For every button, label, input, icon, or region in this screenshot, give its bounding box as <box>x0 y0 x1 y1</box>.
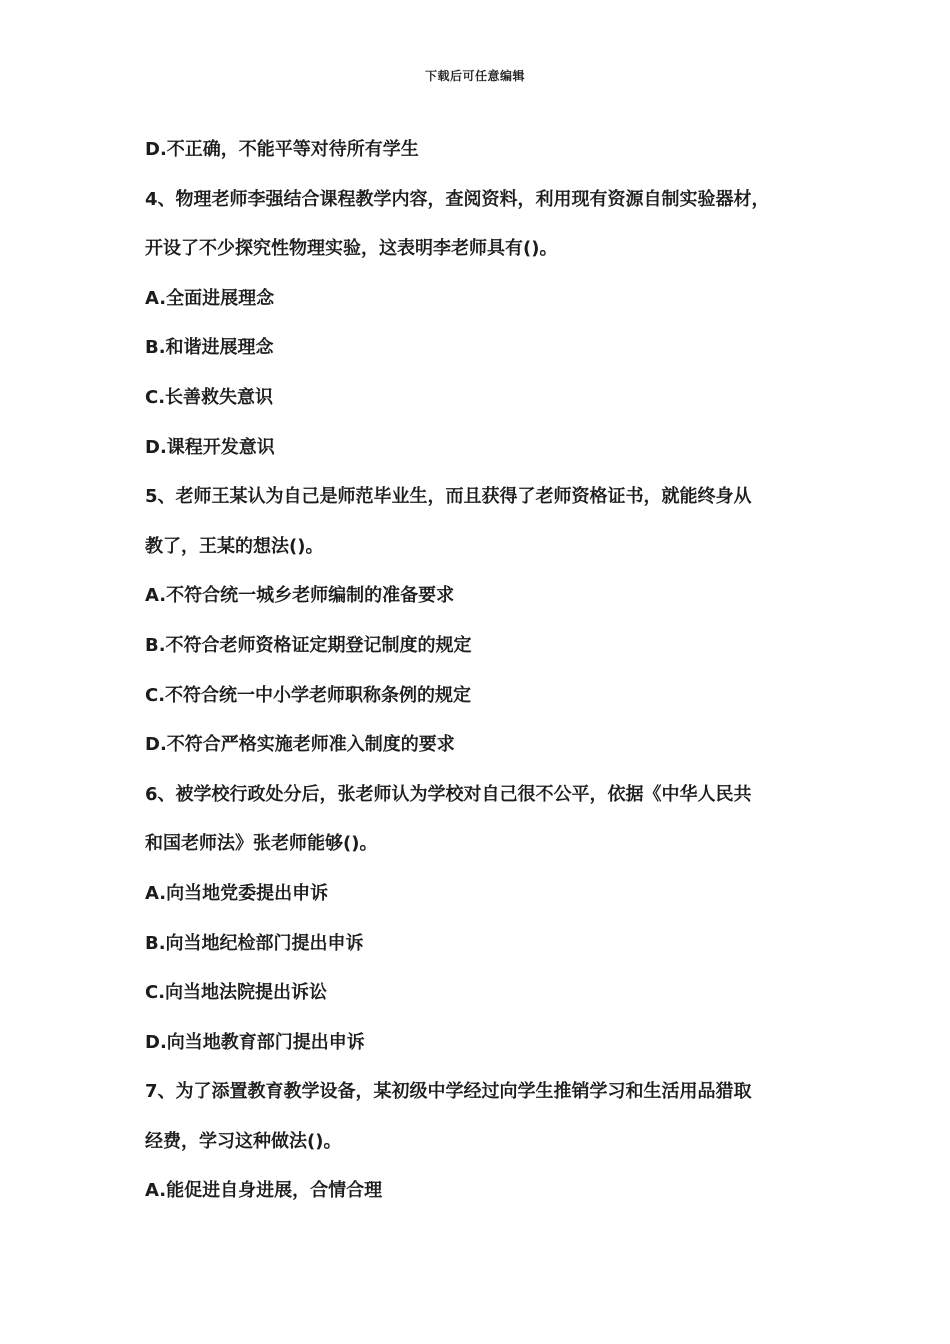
question-5-stem-cont: 教了，王某的想法()。 <box>145 535 324 557</box>
question-4-option-d: D.课程开发意识 <box>145 436 275 458</box>
question-6-option-c: C.向当地法院提出诉讼 <box>145 982 328 1004</box>
question-6-option-d: D.向当地教育部门提出申诉 <box>145 1031 365 1053</box>
question-5-option-d: D.不符合严格实施老师准入制度的要求 <box>145 734 455 756</box>
question-5-option-c: C.不符合统一中小学老师职称条例的规定 <box>145 684 472 706</box>
question-6-stem-cont: 和国老师法》张老师能够()。 <box>145 833 378 855</box>
question-7-stem: 7、为了添置教育教学设备，某初级中学经过向学生推销学习和生活用品猎取 <box>145 1081 752 1103</box>
question-6-option-a: A.向当地党委提出申诉 <box>145 882 329 904</box>
question-4-option-a: A.全面进展理念 <box>145 287 275 309</box>
header-note: 下载后可任意编辑 <box>424 69 525 83</box>
question-5-option-b: B.不符合老师资格证定期登记制度的规定 <box>145 634 472 656</box>
document-body <box>145 133 810 1224</box>
question-4-option-c: C.长善救失意识 <box>145 386 274 408</box>
question-7-stem-cont: 经费，学习这种做法()。 <box>145 1130 342 1152</box>
question-6-stem: 6、被学校行政处分后，张老师认为学校对自己很不公平，依据《中华人民共 <box>145 783 752 805</box>
question-5-option-a: A.不符合统一城乡老师编制的准备要求 <box>145 585 455 607</box>
question-4-stem: 4、物理老师李强结合课程教学内容，查阅资料，利用现有资源自制实验器材， <box>145 188 770 210</box>
question-4-stem-cont: 开设了不少探究性物理实验，这表明李老师具有()。 <box>145 238 558 260</box>
question-5-stem: 5、老师王某认为自己是师范毕业生，而且获得了老师资格证书，就能终身从 <box>145 486 752 508</box>
text-line: D.不正确，不能平等对待所有学生 <box>145 139 419 160</box>
question-4-option-b: B.和谐进展理念 <box>145 337 274 359</box>
question-6-option-b: B.向当地纪检部门提出申诉 <box>145 932 364 954</box>
question-7-option-a: A.能促进自身进展，合情合理 <box>145 1180 383 1202</box>
